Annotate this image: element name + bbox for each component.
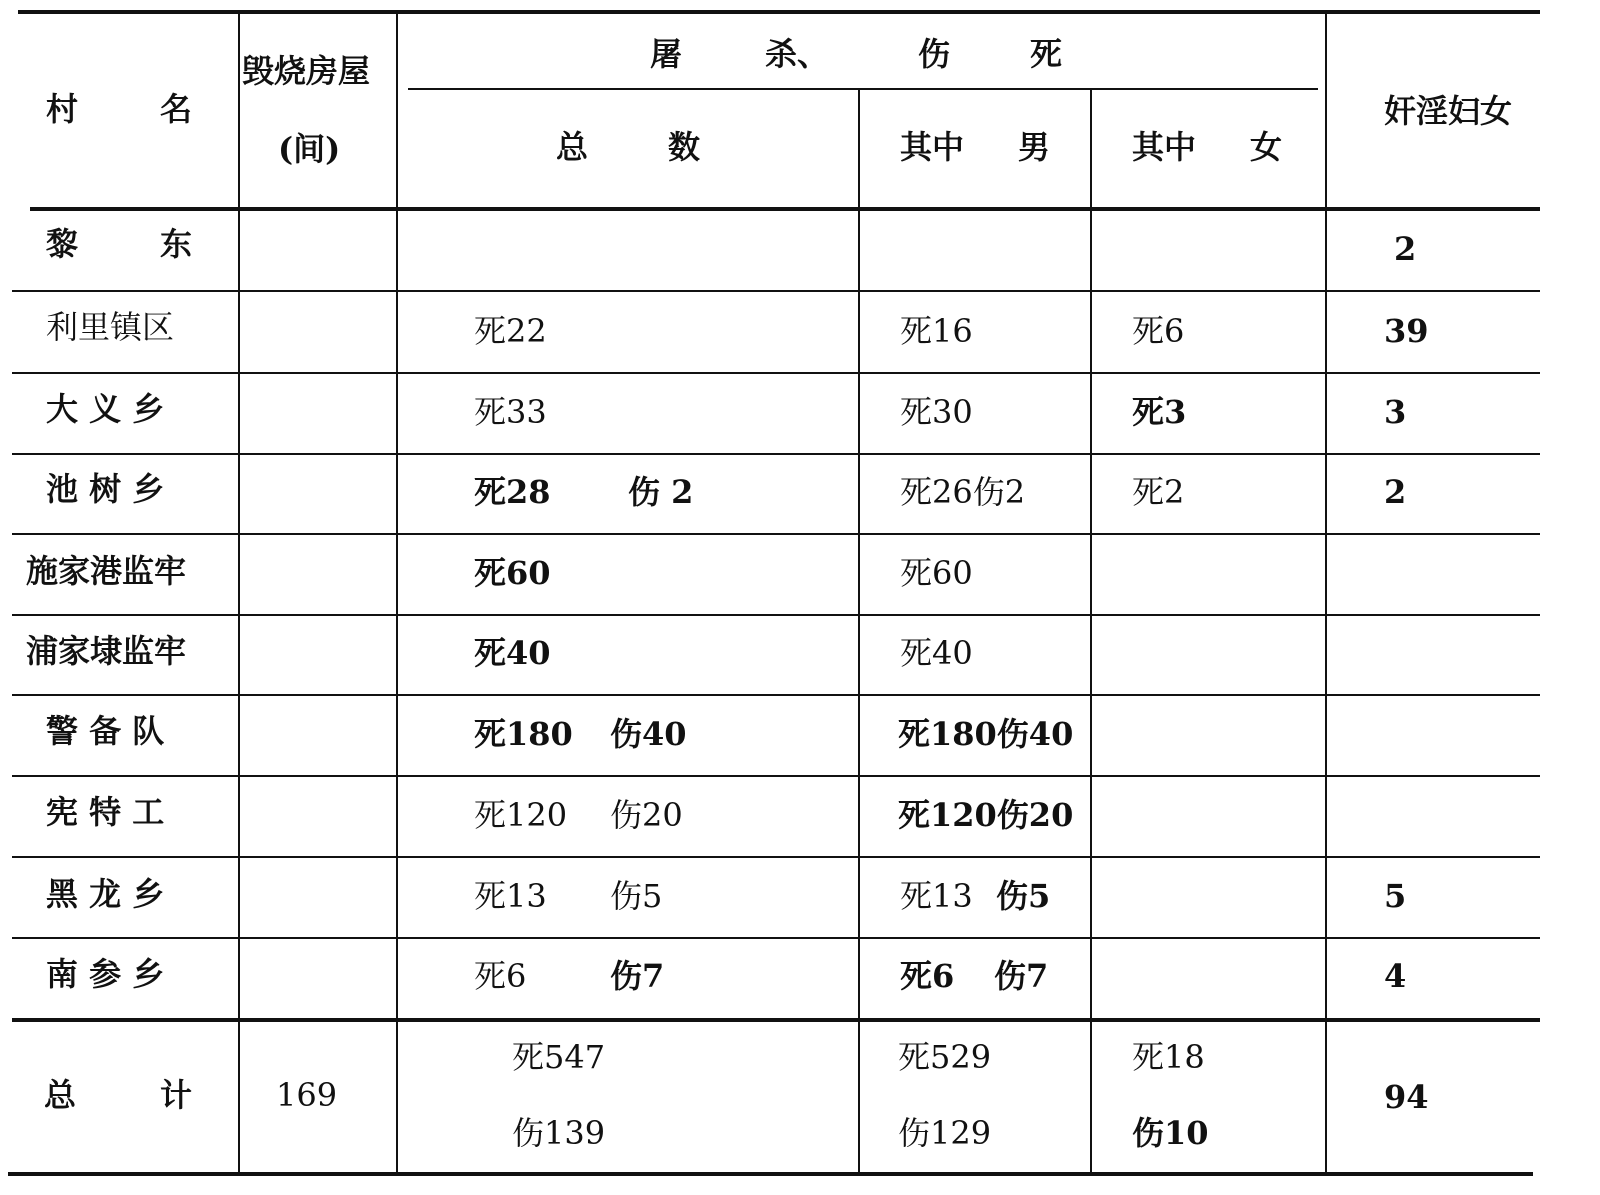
header-subdivider bbox=[408, 88, 1318, 90]
header-female-prefix: 其中 bbox=[1132, 128, 1197, 166]
row-10-male-dead: 死6 bbox=[900, 957, 955, 995]
header-killed-char-2: 杀、 bbox=[765, 35, 830, 73]
totals-total-dead: 死547 bbox=[512, 1038, 606, 1076]
row-9-male-injured: 伤5 bbox=[996, 877, 1051, 915]
row-4-total-dead: 死28 bbox=[474, 473, 551, 511]
totals-male-injured: 伤129 bbox=[898, 1114, 992, 1152]
row-10-total-dead: 死6 bbox=[474, 957, 527, 995]
row-4-name: 池 树 乡 bbox=[46, 470, 165, 508]
row-9-total-dead: 死13 bbox=[474, 877, 547, 915]
header-village-char-1: 村 bbox=[46, 90, 79, 128]
col-divider-village bbox=[238, 12, 240, 1172]
row-6-total-dead: 死40 bbox=[474, 634, 551, 672]
row-10-name: 南 参 乡 bbox=[46, 955, 165, 993]
header-male-label: 男 bbox=[1018, 128, 1051, 166]
row-rule bbox=[12, 453, 1540, 455]
header-village-char-2: 名 bbox=[160, 90, 193, 128]
row-rule bbox=[12, 937, 1540, 939]
header-total-char-1: 总 bbox=[556, 128, 589, 166]
row-8-total-injured: 伤20 bbox=[610, 796, 683, 834]
row-10-raped: 4 bbox=[1384, 957, 1407, 995]
header-raped-label: 奸淫妇女 bbox=[1384, 92, 1513, 130]
row-8-male: 死120伤20 bbox=[898, 796, 1074, 834]
row-2-name: 利里镇区 bbox=[46, 308, 175, 346]
row-3-name: 大 义 乡 bbox=[46, 390, 165, 428]
totals-raped: 94 bbox=[1384, 1078, 1429, 1116]
header-killed-char-4: 死 bbox=[1030, 35, 1063, 73]
row-9-raped: 5 bbox=[1384, 877, 1407, 915]
col-divider-male bbox=[1090, 90, 1092, 1172]
row-4-female: 死2 bbox=[1132, 473, 1185, 511]
row-5-name: 施家港监牢 bbox=[26, 552, 187, 590]
top-border bbox=[18, 10, 1540, 14]
totals-male-dead: 死529 bbox=[898, 1038, 992, 1076]
row-4-male: 死26伤2 bbox=[900, 473, 1026, 511]
header-female-label: 女 bbox=[1250, 128, 1283, 166]
row-5-male: 死60 bbox=[900, 554, 973, 592]
row-3-female: 死3 bbox=[1132, 393, 1187, 431]
header-killed-char-3: 伤 bbox=[918, 35, 951, 73]
header-male-prefix: 其中 bbox=[900, 128, 965, 166]
row-rule bbox=[12, 290, 1540, 292]
header-houses-label: 毁烧房屋 bbox=[242, 52, 371, 90]
header-bottom-rule bbox=[30, 207, 1540, 211]
row-2-total-dead: 死22 bbox=[474, 312, 547, 350]
row-10-total-injured: 伤7 bbox=[610, 957, 665, 995]
totals-top-rule bbox=[12, 1018, 1540, 1022]
row-9-total-injured: 伤5 bbox=[610, 877, 663, 915]
row-rule bbox=[12, 372, 1540, 374]
row-7-male: 死180伤40 bbox=[898, 715, 1074, 753]
row-6-name: 浦家埭监牢 bbox=[26, 632, 187, 670]
bottom-border bbox=[8, 1172, 1533, 1176]
totals-name-char-2: 计 bbox=[160, 1076, 193, 1114]
row-1-raped: 2 bbox=[1394, 230, 1417, 268]
col-divider-total bbox=[858, 90, 860, 1172]
row-8-total-dead: 死120 bbox=[474, 796, 568, 834]
row-4-raped: 2 bbox=[1384, 473, 1407, 511]
row-5-total-dead: 死60 bbox=[474, 554, 551, 592]
row-rule bbox=[12, 856, 1540, 858]
row-2-raped: 39 bbox=[1384, 312, 1429, 350]
row-rule bbox=[12, 614, 1540, 616]
row-9-name: 黑 龙 乡 bbox=[46, 875, 165, 913]
row-9-male-dead: 死13 bbox=[900, 877, 973, 915]
row-10-male-injured: 伤7 bbox=[994, 957, 1049, 995]
row-2-female: 死6 bbox=[1132, 312, 1185, 350]
header-killed-char-1: 屠 bbox=[650, 35, 683, 73]
row-7-total-injured: 伤40 bbox=[610, 715, 687, 753]
row-3-male: 死30 bbox=[900, 393, 973, 431]
row-2-male: 死16 bbox=[900, 312, 973, 350]
row-7-total-dead: 死180 bbox=[474, 715, 573, 753]
row-rule bbox=[12, 533, 1540, 535]
col-divider-houses bbox=[396, 12, 398, 1172]
row-4-total-injured: 伤 2 bbox=[628, 473, 694, 511]
row-8-name: 宪 特 工 bbox=[46, 793, 165, 831]
row-7-name: 警 备 队 bbox=[46, 712, 165, 750]
header-total-char-2: 数 bbox=[668, 128, 701, 166]
row-3-raped: 3 bbox=[1384, 393, 1407, 431]
totals-total-injured: 伤139 bbox=[512, 1114, 606, 1152]
row-3-total-dead: 死33 bbox=[474, 393, 547, 431]
header-houses-unit: (间) bbox=[278, 130, 341, 168]
totals-female-injured: 伤10 bbox=[1132, 1114, 1209, 1152]
col-divider-female bbox=[1325, 12, 1327, 1172]
row-6-male: 死40 bbox=[900, 634, 973, 672]
row-rule bbox=[12, 694, 1540, 696]
row-1-name-char-2: 东 bbox=[160, 225, 193, 263]
totals-name-char-1: 总 bbox=[44, 1076, 77, 1114]
totals-houses: 169 bbox=[276, 1076, 338, 1114]
totals-female-dead: 死18 bbox=[1132, 1038, 1205, 1076]
row-1-name-char-1: 黎 bbox=[46, 225, 79, 263]
row-rule bbox=[12, 775, 1540, 777]
